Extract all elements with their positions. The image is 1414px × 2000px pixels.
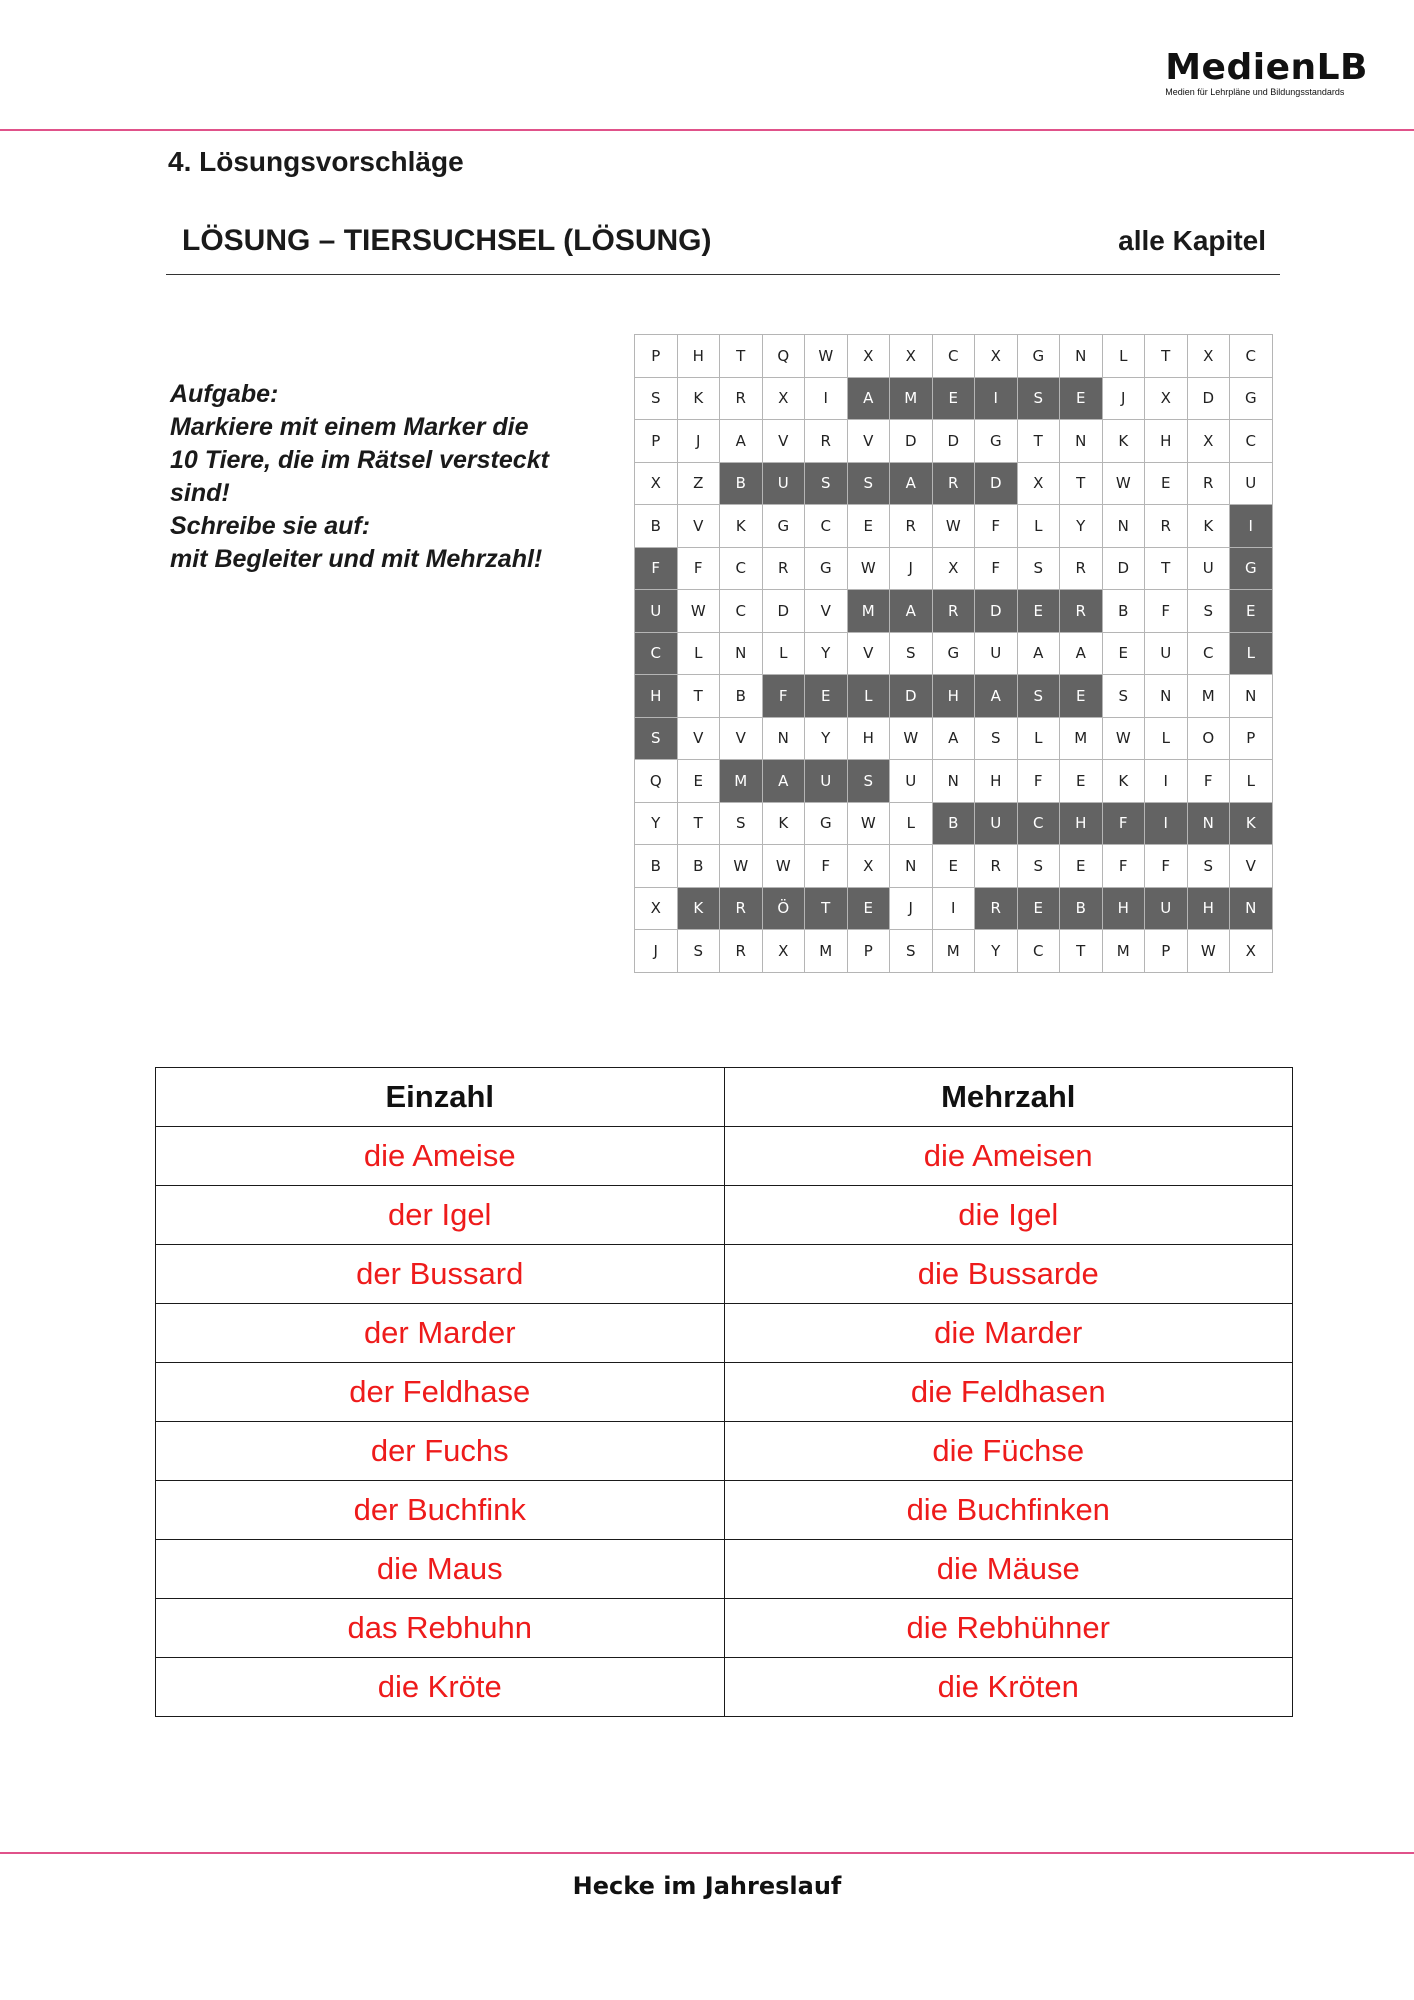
grid-cell: X — [1187, 335, 1230, 378]
grid-cell: F — [1102, 802, 1145, 845]
grid-cell: R — [1060, 547, 1103, 590]
table-row — [156, 1599, 1293, 1658]
grid-cell: W — [932, 505, 975, 548]
grid-cell: U — [1230, 462, 1273, 505]
grid-cell: V — [847, 632, 890, 675]
grid-cell: T — [1145, 547, 1188, 590]
grid-cell: C — [720, 590, 763, 633]
grid-cell: G — [805, 802, 848, 845]
grid-cell: E — [805, 675, 848, 718]
grid-cell: U — [1145, 632, 1188, 675]
grid-cell: U — [635, 590, 678, 633]
grid-cell: L — [1102, 335, 1145, 378]
grid-cell: D — [762, 590, 805, 633]
grid-row — [635, 802, 1273, 845]
task-line: Aufgabe: — [170, 380, 279, 408]
grid-cell: E — [1060, 675, 1103, 718]
plural-cell: die Marder — [724, 1304, 1293, 1363]
table-row — [156, 1304, 1293, 1363]
grid-row — [635, 930, 1273, 973]
grid-cell: C — [932, 335, 975, 378]
plural-cell: die Kröten — [724, 1658, 1293, 1717]
grid-cell: P — [1145, 930, 1188, 973]
grid-cell: U — [1145, 887, 1188, 930]
singular-cell: die Kröte — [156, 1658, 725, 1717]
grid-cell: W — [762, 845, 805, 888]
grid-cell: F — [1187, 760, 1230, 803]
grid-cell: S — [1017, 377, 1060, 420]
table-row — [156, 1245, 1293, 1304]
grid-cell: W — [847, 547, 890, 590]
grid-cell: B — [1060, 887, 1103, 930]
grid-cell: R — [720, 377, 763, 420]
grid-cell: F — [975, 547, 1018, 590]
grid-cell: S — [975, 717, 1018, 760]
grid-cell: T — [677, 802, 720, 845]
grid-cell: Ö — [762, 887, 805, 930]
header-divider — [0, 129, 1414, 131]
singular-cell: das Rebhuhn — [156, 1599, 725, 1658]
grid-cell: F — [635, 547, 678, 590]
table-row — [156, 1540, 1293, 1599]
grid-cell: K — [1102, 420, 1145, 463]
grid-cell: Z — [677, 462, 720, 505]
grid-cell: X — [1017, 462, 1060, 505]
grid-cell: U — [890, 760, 933, 803]
grid-cell: X — [762, 377, 805, 420]
grid-cell: X — [932, 547, 975, 590]
grid-row — [635, 632, 1273, 675]
grid-cell: M — [890, 377, 933, 420]
grid-cell: X — [975, 335, 1018, 378]
table-row — [156, 1481, 1293, 1540]
grid-cell: M — [1102, 930, 1145, 973]
grid-cell: E — [677, 760, 720, 803]
grid-cell: R — [720, 887, 763, 930]
grid-cell: B — [635, 845, 678, 888]
grid-cell: P — [635, 420, 678, 463]
singular-cell: der Fuchs — [156, 1422, 725, 1481]
task-line: sind! — [170, 479, 230, 507]
header-singular: Einzahl — [156, 1068, 725, 1127]
grid-cell: L — [1017, 505, 1060, 548]
grid-cell: C — [1230, 335, 1273, 378]
plural-cell: die Rebhühner — [724, 1599, 1293, 1658]
grid-cell: G — [1230, 547, 1273, 590]
grid-cell: J — [635, 930, 678, 973]
grid-cell: S — [890, 632, 933, 675]
grid-cell: S — [1102, 675, 1145, 718]
grid-cell: H — [1102, 887, 1145, 930]
plural-cell: die Bussarde — [724, 1245, 1293, 1304]
grid-cell: E — [1060, 845, 1103, 888]
grid-cell: I — [805, 377, 848, 420]
grid-cell: V — [677, 505, 720, 548]
grid-cell: K — [677, 377, 720, 420]
singular-cell: die Ameise — [156, 1127, 725, 1186]
grid-cell: V — [677, 717, 720, 760]
grid-row — [635, 377, 1273, 420]
grid-cell: R — [932, 590, 975, 633]
grid-cell: R — [1187, 462, 1230, 505]
grid-cell: A — [1060, 632, 1103, 675]
grid-cell: U — [975, 802, 1018, 845]
grid-cell: U — [1187, 547, 1230, 590]
title-underline — [166, 274, 1280, 275]
grid-cell: V — [805, 590, 848, 633]
grid-cell: S — [677, 930, 720, 973]
grid-cell: F — [1145, 590, 1188, 633]
grid-cell: R — [975, 887, 1018, 930]
grid-cell: C — [1187, 632, 1230, 675]
table-row — [156, 1186, 1293, 1245]
grid-cell: F — [805, 845, 848, 888]
grid-cell: A — [890, 462, 933, 505]
grid-cell: C — [720, 547, 763, 590]
grid-cell: W — [1102, 717, 1145, 760]
grid-cell: H — [975, 760, 1018, 803]
grid-cell: J — [677, 420, 720, 463]
grid-cell: Q — [635, 760, 678, 803]
grid-cell: D — [1102, 547, 1145, 590]
grid-cell: P — [847, 930, 890, 973]
grid-cell: E — [847, 887, 890, 930]
grid-cell: N — [720, 632, 763, 675]
singular-cell: der Feldhase — [156, 1363, 725, 1422]
grid-cell: B — [1102, 590, 1145, 633]
grid-cell: F — [677, 547, 720, 590]
grid-cell: R — [762, 547, 805, 590]
grid-cell: N — [1230, 675, 1273, 718]
grid-cell: Y — [1060, 505, 1103, 548]
table-row — [156, 1422, 1293, 1481]
grid-cell: F — [762, 675, 805, 718]
table-row — [156, 1127, 1293, 1186]
grid-cell: D — [975, 462, 1018, 505]
grid-cell: L — [1017, 717, 1060, 760]
grid-row — [635, 590, 1273, 633]
footer-divider — [0, 1852, 1414, 1854]
grid-cell: C — [1017, 930, 1060, 973]
grid-cell: G — [975, 420, 1018, 463]
grid-cell: E — [932, 845, 975, 888]
grid-cell: A — [890, 590, 933, 633]
grid-cell: C — [635, 632, 678, 675]
grid-cell: X — [847, 335, 890, 378]
grid-cell: E — [1017, 590, 1060, 633]
grid-cell: H — [1060, 802, 1103, 845]
grid-cell: X — [635, 887, 678, 930]
grid-cell: U — [975, 632, 1018, 675]
grid-cell: N — [1230, 887, 1273, 930]
grid-cell: P — [1230, 717, 1273, 760]
grid-row — [635, 845, 1273, 888]
grid-row — [635, 675, 1273, 718]
grid-cell: A — [847, 377, 890, 420]
grid-cell: M — [932, 930, 975, 973]
grid-cell: S — [1187, 845, 1230, 888]
grid-cell: H — [847, 717, 890, 760]
grid-cell: X — [1187, 420, 1230, 463]
grid-cell: A — [1017, 632, 1060, 675]
grid-cell: C — [805, 505, 848, 548]
grid-row — [635, 420, 1273, 463]
grid-cell: U — [762, 462, 805, 505]
grid-cell: L — [890, 802, 933, 845]
grid-cell: T — [720, 335, 763, 378]
grid-cell: U — [805, 760, 848, 803]
task-line: Schreibe sie auf: — [170, 512, 371, 540]
grid-cell: W — [677, 590, 720, 633]
grid-cell: V — [762, 420, 805, 463]
grid-cell: I — [975, 377, 1018, 420]
grid-cell: N — [1060, 335, 1103, 378]
grid-cell: E — [1102, 632, 1145, 675]
grid-cell: J — [1102, 377, 1145, 420]
singular-cell: der Marder — [156, 1304, 725, 1363]
grid-cell: E — [1145, 462, 1188, 505]
answer-table — [155, 1067, 1293, 1717]
grid-cell: H — [635, 675, 678, 718]
grid-cell: I — [1145, 760, 1188, 803]
grid-cell: K — [720, 505, 763, 548]
grid-cell: E — [1017, 887, 1060, 930]
grid-cell: W — [720, 845, 763, 888]
page-title: LÖSUNG – TIERSUCHSEL (LÖSUNG) — [182, 224, 712, 257]
grid-cell: S — [1017, 547, 1060, 590]
grid-cell: S — [847, 760, 890, 803]
grid-cell: L — [1230, 632, 1273, 675]
grid-cell: R — [890, 505, 933, 548]
grid-cell: V — [847, 420, 890, 463]
grid-cell: S — [720, 802, 763, 845]
grid-row — [635, 462, 1273, 505]
grid-cell: E — [1060, 760, 1103, 803]
singular-cell: die Maus — [156, 1540, 725, 1599]
singular-cell: der Bussard — [156, 1245, 725, 1304]
table-row — [156, 1658, 1293, 1717]
grid-cell: R — [1145, 505, 1188, 548]
grid-cell: R — [975, 845, 1018, 888]
grid-cell: R — [720, 930, 763, 973]
grid-cell: D — [975, 590, 1018, 633]
grid-cell: D — [890, 420, 933, 463]
grid-cell: F — [1102, 845, 1145, 888]
grid-row — [635, 760, 1273, 803]
logo-tagline: Medien für Lehrpläne und Bildungsstandards — [1165, 87, 1345, 97]
grid-cell: Y — [635, 802, 678, 845]
grid-cell: A — [762, 760, 805, 803]
grid-cell: N — [1145, 675, 1188, 718]
grid-cell: M — [1187, 675, 1230, 718]
publisher-logo — [1165, 47, 1368, 97]
grid-cell: K — [677, 887, 720, 930]
grid-cell: A — [932, 717, 975, 760]
grid-cell: N — [932, 760, 975, 803]
grid-cell: Y — [805, 632, 848, 675]
grid-cell: W — [890, 717, 933, 760]
plural-cell: die Buchfinken — [724, 1481, 1293, 1540]
grid-cell: N — [1060, 420, 1103, 463]
grid-cell: H — [932, 675, 975, 718]
grid-cell: R — [932, 462, 975, 505]
grid-cell: X — [635, 462, 678, 505]
grid-cell: M — [805, 930, 848, 973]
grid-cell: D — [890, 675, 933, 718]
grid-cell: I — [1230, 505, 1273, 548]
grid-cell: H — [1145, 420, 1188, 463]
grid-cell: S — [890, 930, 933, 973]
task-line: Markiere mit einem Marker die — [170, 413, 529, 441]
grid-cell: X — [890, 335, 933, 378]
grid-cell: C — [1017, 802, 1060, 845]
grid-cell: K — [762, 802, 805, 845]
grid-cell: M — [720, 760, 763, 803]
grid-cell: C — [1230, 420, 1273, 463]
grid-cell: L — [1145, 717, 1188, 760]
plural-cell: die Ameisen — [724, 1127, 1293, 1186]
table-row — [156, 1363, 1293, 1422]
grid-cell: T — [1145, 335, 1188, 378]
grid-cell: B — [677, 845, 720, 888]
section-title: 4. Lösungsvorschläge — [168, 146, 464, 177]
grid-cell: Y — [975, 930, 1018, 973]
grid-cell: N — [890, 845, 933, 888]
grid-cell: K — [1102, 760, 1145, 803]
grid-cell: F — [975, 505, 1018, 548]
grid-cell: I — [1145, 802, 1188, 845]
grid-cell: E — [1060, 377, 1103, 420]
task-line: mit Begleiter und mit Mehrzahl! — [170, 545, 543, 573]
grid-cell: R — [805, 420, 848, 463]
plural-cell: die Mäuse — [724, 1540, 1293, 1599]
grid-cell: S — [805, 462, 848, 505]
grid-cell: G — [805, 547, 848, 590]
grid-cell: G — [932, 632, 975, 675]
grid-cell: K — [1230, 802, 1273, 845]
grid-cell: Y — [805, 717, 848, 760]
logo-wordmark: MedienLB — [1165, 47, 1368, 88]
grid-cell: B — [932, 802, 975, 845]
grid-cell: N — [762, 717, 805, 760]
grid-cell: L — [847, 675, 890, 718]
grid-row — [635, 505, 1273, 548]
grid-cell: S — [635, 717, 678, 760]
grid-cell: X — [1230, 930, 1273, 973]
grid-cell: S — [1187, 590, 1230, 633]
chapter-label: alle Kapitel — [1118, 225, 1266, 256]
grid-cell: T — [677, 675, 720, 718]
grid-cell: F — [1017, 760, 1060, 803]
task-line: 10 Tiere, die im Rätsel versteckt — [170, 446, 549, 474]
grid-cell: M — [847, 590, 890, 633]
grid-cell: L — [677, 632, 720, 675]
grid-cell: S — [1017, 675, 1060, 718]
grid-row — [635, 547, 1273, 590]
word-search-grid — [634, 334, 1273, 973]
grid-cell: W — [847, 802, 890, 845]
grid-cell: F — [1145, 845, 1188, 888]
grid-cell: V — [1230, 845, 1273, 888]
grid-cell: V — [720, 717, 763, 760]
plural-cell: die Füchse — [724, 1422, 1293, 1481]
grid-cell: E — [847, 505, 890, 548]
grid-cell: Q — [762, 335, 805, 378]
grid-cell: G — [762, 505, 805, 548]
grid-cell: G — [1230, 377, 1273, 420]
footer-title: Hecke im Jahreslauf — [572, 1872, 842, 1900]
grid-cell: D — [1187, 377, 1230, 420]
grid-cell: E — [1230, 590, 1273, 633]
grid-row — [635, 887, 1273, 930]
grid-cell: D — [932, 420, 975, 463]
grid-cell: X — [847, 845, 890, 888]
grid-cell: A — [720, 420, 763, 463]
grid-cell: X — [1145, 377, 1188, 420]
grid-cell: J — [890, 547, 933, 590]
grid-cell: T — [1060, 930, 1103, 973]
grid-cell: X — [762, 930, 805, 973]
grid-cell: S — [635, 377, 678, 420]
grid-cell: K — [1187, 505, 1230, 548]
grid-row — [635, 335, 1273, 378]
grid-cell: A — [975, 675, 1018, 718]
grid-cell: T — [1060, 462, 1103, 505]
grid-cell: B — [635, 505, 678, 548]
grid-cell: L — [1230, 760, 1273, 803]
grid-cell: T — [1017, 420, 1060, 463]
grid-cell: N — [1187, 802, 1230, 845]
grid-cell: J — [890, 887, 933, 930]
grid-cell: M — [1060, 717, 1103, 760]
grid-cell: S — [1017, 845, 1060, 888]
singular-cell: der Igel — [156, 1186, 725, 1245]
grid-cell: P — [635, 335, 678, 378]
grid-cell: L — [762, 632, 805, 675]
plural-cell: die Feldhasen — [724, 1363, 1293, 1422]
grid-cell: W — [1102, 462, 1145, 505]
grid-cell: H — [1187, 887, 1230, 930]
grid-cell: T — [805, 887, 848, 930]
grid-row — [635, 717, 1273, 760]
singular-cell: der Buchfink — [156, 1481, 725, 1540]
task-instructions — [170, 378, 620, 576]
table-header-row — [156, 1068, 1293, 1127]
grid-cell: W — [805, 335, 848, 378]
grid-cell: E — [932, 377, 975, 420]
grid-cell: H — [677, 335, 720, 378]
plural-cell: die Igel — [724, 1186, 1293, 1245]
grid-cell: B — [720, 462, 763, 505]
grid-cell: I — [932, 887, 975, 930]
grid-cell: B — [720, 675, 763, 718]
grid-cell: R — [1060, 590, 1103, 633]
grid-cell: S — [847, 462, 890, 505]
header-plural: Mehrzahl — [724, 1068, 1293, 1127]
grid-cell: G — [1017, 335, 1060, 378]
grid-cell: O — [1187, 717, 1230, 760]
grid-cell: W — [1187, 930, 1230, 973]
grid-cell: N — [1102, 505, 1145, 548]
